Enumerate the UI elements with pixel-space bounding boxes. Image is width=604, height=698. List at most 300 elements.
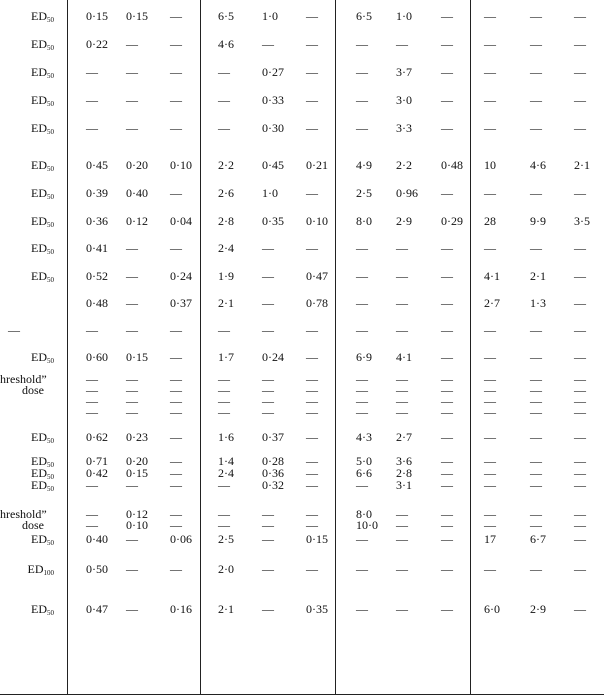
table-cell: — [574, 562, 586, 576]
table-cell: — [396, 241, 408, 255]
row-label: $ED_{50}$ [31, 350, 54, 365]
table-cell: 8·0 [356, 507, 372, 521]
table-cell: — [484, 383, 496, 397]
row-label: $ED_{50}$ [31, 454, 54, 469]
table-cell: — [441, 478, 453, 492]
table-cell: — [356, 93, 368, 107]
table-cell: 0·10 [306, 214, 328, 228]
table-cell: — [530, 372, 542, 386]
table-cell: 4·6 [530, 158, 546, 172]
table-cell: — [306, 562, 318, 576]
table-cell: — [396, 372, 408, 386]
table-cell: 0·24 [170, 269, 192, 283]
column-divider [67, 0, 68, 695]
table-cell: 0·32 [262, 478, 284, 492]
table-cell: — [170, 9, 182, 23]
table-cell: — [441, 186, 453, 200]
row-label: $ED_{50}$ [31, 37, 54, 52]
table-cell: 3·3 [396, 121, 412, 135]
row-label: $ED_{50}$ [31, 65, 54, 80]
table-cell: — [126, 383, 138, 397]
table-cell: — [530, 507, 542, 521]
table-cell: — [574, 121, 586, 135]
table-cell: — [530, 478, 542, 492]
table-cell: — [86, 372, 98, 386]
table-cell: 3·1 [396, 478, 412, 492]
table-cell: 6·5 [218, 9, 234, 23]
table-cell: 3·6 [396, 454, 412, 468]
table-cell: 0·35 [306, 602, 328, 616]
table-cell: — [356, 562, 368, 576]
table-cell: 0·45 [262, 158, 284, 172]
table-cell: — [306, 372, 318, 386]
table-cell: — [441, 602, 453, 616]
table-cell: — [356, 65, 368, 79]
table-cell: — [396, 37, 408, 51]
table-cell: 0·36 [86, 214, 108, 228]
table-cell: — [306, 478, 318, 492]
table-cell: — [218, 383, 230, 397]
table-cell: 1·0 [262, 186, 278, 200]
table-cell: — [441, 532, 453, 546]
table-cell: 10 [484, 158, 496, 172]
table-cell: — [441, 296, 453, 310]
table-cell: — [262, 518, 274, 532]
table-cell: — [484, 394, 496, 408]
table-cell: 4·9 [356, 158, 372, 172]
table-cell: — [126, 37, 138, 51]
table-cell: 0·15 [126, 466, 148, 480]
table-cell: — [574, 430, 586, 444]
table-cell: — [86, 93, 98, 107]
table-cell: 5·0 [356, 454, 372, 468]
table-cell: 0·52 [86, 269, 108, 283]
table-cell: 0·39 [86, 186, 108, 200]
table-cell: — [126, 372, 138, 386]
row-label: dose [22, 518, 44, 532]
table-cell: — [86, 394, 98, 408]
table-cell: — [126, 241, 138, 255]
table-cell: — [126, 296, 138, 310]
table-cell: — [484, 323, 496, 337]
table-cell: 0·41 [86, 241, 108, 255]
table-cell: 0·71 [86, 454, 108, 468]
table-cell: — [574, 350, 586, 364]
table-cell: 0·40 [126, 186, 148, 200]
table-cell: — [441, 562, 453, 576]
table-cell: 0·16 [170, 602, 192, 616]
row-label: $ED_{50}$ [31, 214, 54, 229]
table-cell: — [306, 37, 318, 51]
table-cell: — [530, 241, 542, 255]
table-cell: — [306, 466, 318, 480]
table-cell: 0·35 [262, 214, 284, 228]
row-label: $ED_{50}$ [31, 186, 54, 201]
table-cell: — [126, 478, 138, 492]
table-cell: 2·0 [218, 562, 234, 576]
table-cell: — [356, 405, 368, 419]
table-cell: — [484, 37, 496, 51]
row-label: hreshold” [0, 372, 47, 386]
table-cell: — [484, 430, 496, 444]
table-cell: — [86, 507, 98, 521]
table-cell: — [126, 405, 138, 419]
table-cell: — [170, 478, 182, 492]
table-cell: — [356, 323, 368, 337]
table-cell: — [218, 507, 230, 521]
table-cell: — [441, 372, 453, 386]
table-cell: 0·15 [126, 350, 148, 364]
table-cell: 0·06 [170, 532, 192, 546]
table-cell: 0·48 [441, 158, 463, 172]
table-cell: 9·9 [530, 214, 546, 228]
table-cell: — [574, 37, 586, 51]
table-cell: — [396, 383, 408, 397]
table-cell: — [396, 518, 408, 532]
table-cell: — [126, 394, 138, 408]
table-cell: — [306, 323, 318, 337]
table-cell: — [218, 93, 230, 107]
table-cell: — [218, 394, 230, 408]
row-label: $ED_{50}$ [31, 430, 54, 445]
table-cell: — [441, 394, 453, 408]
table-cell: 1·3 [530, 296, 546, 310]
table-cell: — [441, 9, 453, 23]
table-cell: 0·36 [262, 466, 284, 480]
table-cell: — [170, 350, 182, 364]
table-cell: — [441, 383, 453, 397]
table-cell: 0·28 [262, 454, 284, 468]
table-cell: 2·8 [396, 466, 412, 480]
table-cell: — [306, 383, 318, 397]
table-cell: — [262, 37, 274, 51]
table-cell: — [126, 323, 138, 337]
table-cell: — [262, 383, 274, 397]
table-cell: — [86, 65, 98, 79]
row-label: $ED_{50}$ [31, 93, 54, 108]
table-cell: 4·3 [356, 430, 372, 444]
table-cell: — [574, 296, 586, 310]
table-cell: 3·5 [574, 214, 590, 228]
table-cell: — [441, 269, 453, 283]
table-cell: 0·21 [306, 158, 328, 172]
table-cell: — [530, 323, 542, 337]
row-label: $ED_{100}$ [27, 562, 54, 577]
table-cell: — [170, 518, 182, 532]
table-cell: — [306, 507, 318, 521]
table-cell: 0·24 [262, 350, 284, 364]
table-cell: — [356, 478, 368, 492]
table-cell: — [356, 372, 368, 386]
table-cell: — [484, 507, 496, 521]
table-cell: — [530, 9, 542, 23]
table-cell: — [484, 478, 496, 492]
table-cell: — [484, 186, 496, 200]
table-cell: 1·4 [218, 454, 234, 468]
table-cell: 0·10 [170, 158, 192, 172]
table-cell: — [86, 323, 98, 337]
table-cell: 2·1 [574, 158, 590, 172]
table-cell: — [574, 518, 586, 532]
table-cell: 0·27 [262, 65, 284, 79]
table-cell: 2·8 [218, 214, 234, 228]
table-cell: — [530, 65, 542, 79]
table-cell: — [356, 394, 368, 408]
table-cell: — [306, 350, 318, 364]
table-cell: — [530, 93, 542, 107]
table-cell: — [262, 562, 274, 576]
table-cell: — [574, 478, 586, 492]
table-cell: — [574, 466, 586, 480]
row-label: $ED_{50}$ [31, 532, 54, 547]
table-cell: — [170, 323, 182, 337]
column-divider [335, 0, 336, 695]
column-divider [470, 0, 471, 695]
table-cell: — [170, 466, 182, 480]
table-cell: 0·12 [126, 507, 148, 521]
table-cell: 6·5 [356, 9, 372, 23]
table-cell: — [574, 405, 586, 419]
table-cell: — [574, 454, 586, 468]
table-cell: — [262, 269, 274, 283]
table-cell: — [441, 518, 453, 532]
table-cell: — [218, 121, 230, 135]
table-cell: 0·37 [170, 296, 192, 310]
table-cell: 6·6 [356, 466, 372, 480]
table-cell: 2·5 [356, 186, 372, 200]
table-cell: 0·47 [86, 602, 108, 616]
table-cell: — [574, 602, 586, 616]
table-cell: — [574, 269, 586, 283]
table-cell: — [396, 296, 408, 310]
table-cell: — [441, 121, 453, 135]
table-cell: — [126, 269, 138, 283]
table-cell: 0·48 [86, 296, 108, 310]
table-cell: — [441, 454, 453, 468]
table-cell: — [306, 241, 318, 255]
table-cell: — [484, 405, 496, 419]
table-cell: 0·33 [262, 93, 284, 107]
table-cell: — [530, 454, 542, 468]
table-cell: — [356, 121, 368, 135]
table-cell: — [262, 296, 274, 310]
table-cell: 0·15 [86, 9, 108, 23]
table-cell: — [574, 65, 586, 79]
table-cell: — [86, 121, 98, 135]
table-cell: — [170, 65, 182, 79]
table-cell: — [441, 507, 453, 521]
table-cell: — [396, 269, 408, 283]
table-cell: — [262, 507, 274, 521]
table-cell: — [356, 532, 368, 546]
table-cell: 10·0 [356, 518, 378, 532]
table-cell: — [170, 394, 182, 408]
row-label: $ED_{50}$ [31, 478, 54, 493]
table-cell: — [262, 532, 274, 546]
table-cell: — [170, 372, 182, 386]
table-cell: — [218, 518, 230, 532]
table-cell: 0·10 [126, 518, 148, 532]
table-cell: 2·4 [218, 241, 234, 255]
table-cell: — [86, 383, 98, 397]
table-cell: — [574, 241, 586, 255]
table-cell: — [170, 383, 182, 397]
table-cell: 2·1 [218, 296, 234, 310]
column-divider [200, 0, 201, 695]
table-cell: — [530, 562, 542, 576]
table-cell: — [574, 383, 586, 397]
table-cell: 2·4 [218, 466, 234, 480]
table-cell: 2·5 [218, 532, 234, 546]
table-cell: 0·20 [126, 158, 148, 172]
table-cell: 0·47 [306, 269, 328, 283]
table-cell: 2·1 [530, 269, 546, 283]
table-cell: 4·1 [396, 350, 412, 364]
table-cell: — [126, 93, 138, 107]
table-cell: 0·15 [306, 532, 328, 546]
table-cell: — [306, 454, 318, 468]
table-cell: 28 [484, 214, 496, 228]
table-cell: — [396, 532, 408, 546]
table-cell: — [262, 394, 274, 408]
table-cell: — [86, 405, 98, 419]
table-cell: — [218, 323, 230, 337]
table-cell: — [484, 518, 496, 532]
table-cell: 2·9 [530, 602, 546, 616]
table-cell: — [530, 37, 542, 51]
table-cell: — [356, 602, 368, 616]
table-cell: — [126, 121, 138, 135]
table-cell: — [574, 394, 586, 408]
table-cell: 17 [484, 532, 496, 546]
table-cell: — [170, 562, 182, 576]
table-cell: 6·0 [484, 602, 500, 616]
table-cell: 0·12 [126, 214, 148, 228]
row-label: $ED_{50}$ [31, 602, 54, 617]
table-cell: — [170, 454, 182, 468]
table-cell: 4·1 [484, 269, 500, 283]
table-cell: 6·7 [530, 532, 546, 546]
table-cell: — [484, 466, 496, 480]
table-cell: — [356, 241, 368, 255]
table-cell: — [484, 9, 496, 23]
table-cell: — [441, 430, 453, 444]
table-cell: — [170, 405, 182, 419]
table-cell: 0·45 [86, 158, 108, 172]
table-cell: — [170, 241, 182, 255]
table-cell: 1·9 [218, 269, 234, 283]
table-cell: 3·0 [396, 93, 412, 107]
table-cell: 2·7 [396, 430, 412, 444]
table-cell: — [484, 121, 496, 135]
table-cell: — [218, 405, 230, 419]
table-cell: — [218, 478, 230, 492]
table-cell: — [396, 602, 408, 616]
table-cell: 0·50 [86, 562, 108, 576]
table-cell: 2·6 [218, 186, 234, 200]
row-label: $ED_{50}$ [31, 269, 54, 284]
row-label: hreshold” [0, 507, 47, 521]
table-cell: — [306, 405, 318, 419]
table-cell: — [396, 323, 408, 337]
table-cell: — [574, 507, 586, 521]
table-cell: — [170, 93, 182, 107]
table-cell: 0·20 [126, 454, 148, 468]
table-cell: — [86, 478, 98, 492]
table-cell: — [530, 430, 542, 444]
table-cell: 2·2 [218, 158, 234, 172]
table-cell: 0·37 [262, 430, 284, 444]
table-cell: 6·9 [356, 350, 372, 364]
table-cell: 0·29 [441, 214, 463, 228]
table-cell: 0·15 [126, 9, 148, 23]
table-cell: — [530, 383, 542, 397]
table-bottom-rule [0, 694, 604, 695]
table-cell: 8·0 [356, 214, 372, 228]
table-cell: 2·9 [396, 214, 412, 228]
table-cell: 2·7 [484, 296, 500, 310]
table-cell: — [484, 562, 496, 576]
table-cell: — [574, 372, 586, 386]
table-cell: — [396, 394, 408, 408]
table-cell: — [441, 466, 453, 480]
table-cell: — [126, 602, 138, 616]
row-label: $ED_{50}$ [31, 158, 54, 173]
table-cell: — [574, 323, 586, 337]
table-cell: — [218, 372, 230, 386]
table-cell: — [530, 186, 542, 200]
table-cell: 3·7 [396, 65, 412, 79]
table-cell: 0·22 [86, 37, 108, 51]
table-cell: — [86, 518, 98, 532]
table-cell: — [484, 65, 496, 79]
table-cell: — [262, 602, 274, 616]
table-cell: — [484, 454, 496, 468]
table-cell: 0·04 [170, 214, 192, 228]
table-cell: — [306, 121, 318, 135]
table-cell: — [306, 9, 318, 23]
table-cell: — [126, 532, 138, 546]
row-label: dose [22, 383, 44, 397]
table-cell: 0·23 [126, 430, 148, 444]
table-cell: — [262, 241, 274, 255]
table-cell: — [441, 65, 453, 79]
table-cell: — [441, 37, 453, 51]
table-cell: — [306, 93, 318, 107]
table-cell: — [356, 37, 368, 51]
table-cell: 0·30 [262, 121, 284, 135]
table-cell: — [530, 405, 542, 419]
table-cell: — [441, 241, 453, 255]
table-cell: — [530, 518, 542, 532]
table-cell: — [170, 507, 182, 521]
table-cell: — [574, 9, 586, 23]
table-cell: 1·0 [396, 9, 412, 23]
table-cell: — [530, 394, 542, 408]
table-cell: — [356, 296, 368, 310]
table-cell: — [396, 507, 408, 521]
row-label: $ED_{50}$ [31, 9, 54, 24]
table-cell: — [218, 65, 230, 79]
table-cell: — [306, 186, 318, 200]
table-cell: — [530, 466, 542, 480]
table-cell: — [530, 350, 542, 364]
table-cell: — [126, 65, 138, 79]
table-cell: — [396, 405, 408, 419]
row-label: $ED_{50}$ [31, 241, 54, 256]
table-cell: — [262, 323, 274, 337]
table-cell: — [441, 93, 453, 107]
